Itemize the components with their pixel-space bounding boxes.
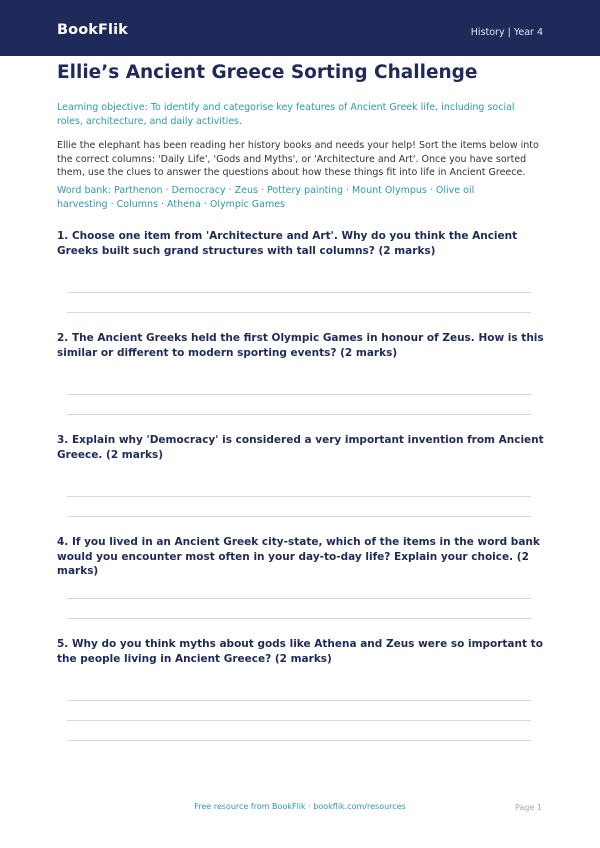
page-number: Page 1 xyxy=(515,803,542,812)
footer-credit[interactable]: Free resource from BookFlik · bookflik.com/resources xyxy=(194,802,406,811)
subject-year-label: History | Year 4 xyxy=(470,27,543,38)
answer-line[interactable] xyxy=(67,720,531,721)
intro-paragraph: Ellie the elephant has been reading her history books and needs your help! Sort the items below into the correct columns: 'Daily Life', 'Gods and Myths', or 'Architecture and Art'. Once you have sorted them, use the clues to answer the questions about how these things fit into life in Ancient Greece. xyxy=(57,140,539,179)
learning-objective: Learning objective: To identify and categorise key features of Ancient Greek life, including social roles, architecture, and daily activities. xyxy=(57,102,515,127)
answer-line[interactable] xyxy=(67,618,531,619)
answer-line[interactable] xyxy=(67,414,531,415)
question-5: 5. Why do you think myths about gods like Athena and Zeus were so important to the people living in Ancient Greece? (2 marks) xyxy=(57,638,543,665)
word-bank: Word bank: Parthenon · Democracy · Zeus · Pottery painting · Mount Olympus · Olive oil harvesting · Columns · Athena · Olympic Games xyxy=(57,185,475,210)
header-bar xyxy=(0,0,600,56)
answer-line[interactable] xyxy=(67,292,531,293)
question-2: 2. The Ancient Greeks held the first Olympic Games in honour of Zeus. How is this similar or different to modern sporting events? (2 marks) xyxy=(57,332,544,359)
question-1: 1. Choose one item from 'Architecture and Art'. Why do you think the Ancient Greeks built such grand structures with tall columns? (2 marks) xyxy=(57,230,518,257)
question-3: 3. Explain why 'Democracy' is considered a very important invention from Ancient Greece. (2 marks) xyxy=(57,434,544,461)
answer-line[interactable] xyxy=(67,312,531,313)
answer-line[interactable] xyxy=(67,516,531,517)
answer-line[interactable] xyxy=(67,740,531,741)
answer-line[interactable] xyxy=(67,700,531,701)
answer-line[interactable] xyxy=(67,394,531,395)
page-title: Ellie’s Ancient Greece Sorting Challenge xyxy=(57,62,478,83)
brand-logo[interactable]: BookFlik xyxy=(57,22,128,38)
answer-line[interactable] xyxy=(67,598,531,599)
question-4: 4. If you lived in an Ancient Greek city-state, which of the items in the word bank would you encounter most often in your day-to-day life? Explain your choice. (2 marks) xyxy=(57,536,540,577)
answer-line[interactable] xyxy=(67,496,531,497)
